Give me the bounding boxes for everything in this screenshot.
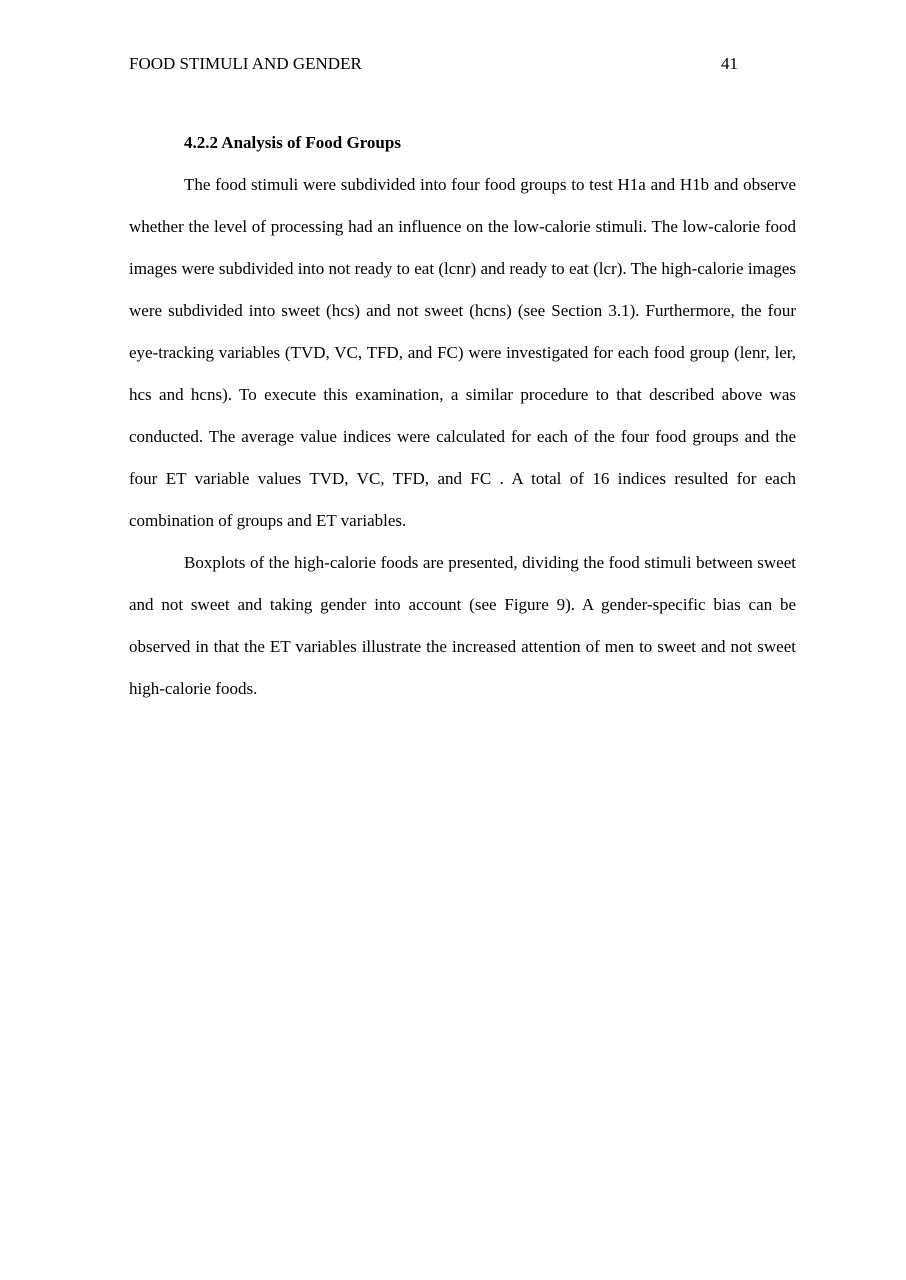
page-number: 41: [721, 54, 738, 73]
body-text: [129, 164, 796, 710]
section-heading: 4.2.2 Analysis of Food Groups: [184, 133, 401, 152]
paragraph: The food stimuli were subdivided into four food groups to test H1a and H1b and observe whether the level of processing had an influence on the low-calorie stimuli. The low-calorie food images were subdivided into not ready to eat (lcnr) and ready to eat (lcr). The high-calorie images were subdivided into sweet (hcs) and not sweet (hcns) (see Section 3.1). Furthermore, the four eye-tracking variables (TVD, VC, TFD, and FC) were investigated for each food group (lenr, ler, hcs and hcns). To execute this examination, a similar procedure to that described above was conducted. The average value indices were calculated for each of the four food groups and the four ET variable values TVD, VC, TFD, and FC . A total of 16 indices resulted for each combination of groups and ET variables.: [129, 175, 796, 530]
running-head: FOOD STIMULI AND GENDER: [129, 54, 362, 73]
paragraph: Boxplots of the high-calorie foods are presented, dividing the food stimuli between sweet and not sweet and taking gender into account (see Figure 9). A gender-specific bias can be observed in that the ET variables illustrate the increased attention of men to sweet and not sweet high-calorie foods.: [129, 553, 796, 698]
